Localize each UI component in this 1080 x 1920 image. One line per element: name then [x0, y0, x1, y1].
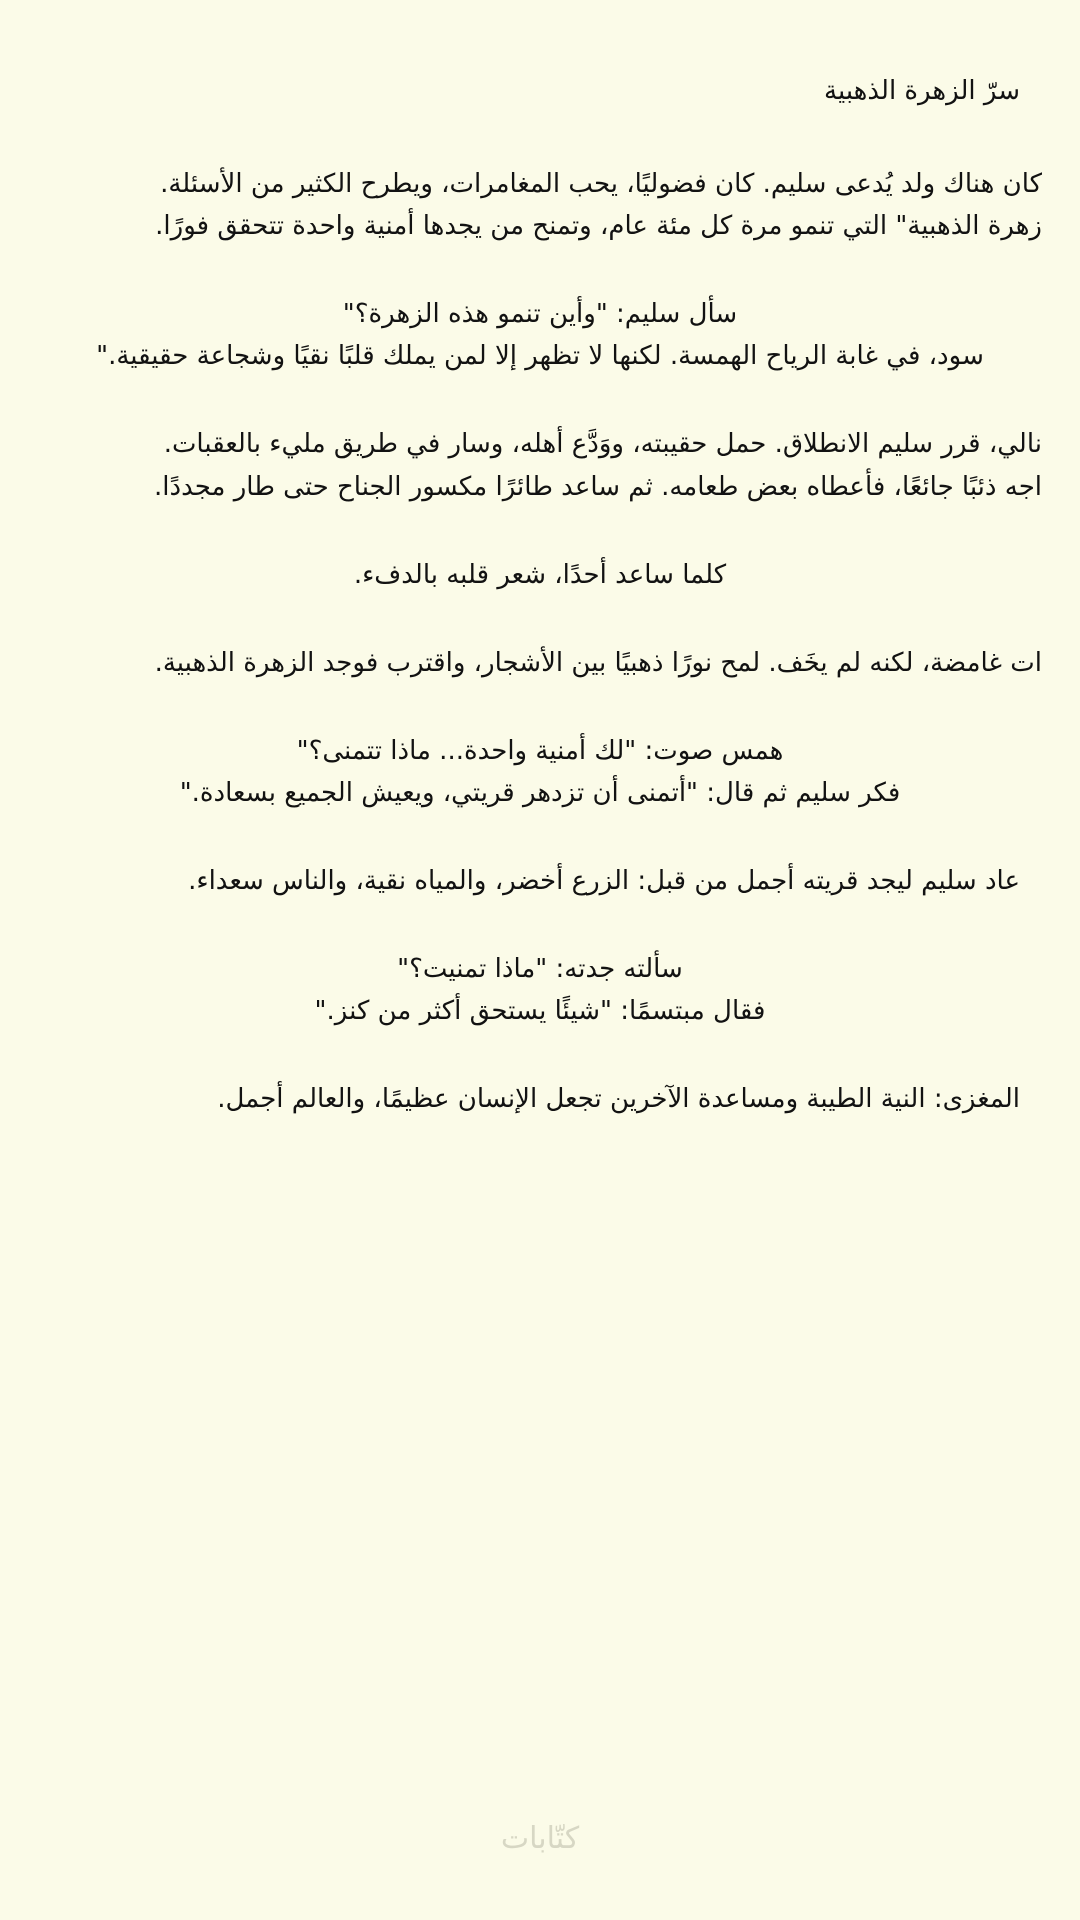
paragraph-line: سأل سليم: "وأين تنمو هذه الزهرة؟": [342, 299, 738, 330]
paragraph-grandmother: [60, 948, 1020, 1032]
paragraph-line: همس صوت: "لك أمنية واحدة... ماذا تتمنى؟": [296, 735, 784, 766]
page-title: سرّ الزهرة الذهبية: [824, 76, 1020, 106]
paragraph-line: اجه ذئبًا جائعًا، فأعطاه بعض طعامه. ثم ساعد طائرًا مكسور الجناح حتى طار مجددًا.: [154, 471, 1042, 502]
paragraph-warmth: [60, 554, 1020, 596]
watermark: كتّابات: [500, 1821, 580, 1856]
paragraph-wish: [60, 730, 1020, 814]
paragraph-moral: [60, 1078, 1020, 1120]
paragraph-line: ات غامضة، لكنه لم يخَف. لمح نورًا ذهبيًا بين الأشجار، واقترب فوجد الزهرة الذهبية.: [154, 647, 1042, 678]
paragraph-line: نالي، قرر سليم الانطلاق. حمل حقيبته، ووَدَّع أهله، وسار في طريق مليء بالعقبات.: [163, 429, 1042, 460]
paragraph-line: كلما ساعد أحدًا، شعر قلبه بالدفء.: [353, 559, 727, 590]
paragraph-intro: [60, 163, 1042, 247]
paragraph-line: عاد سليم ليجد قريته أجمل من قبل: الزرع أخضر، والمياه نقية، والناس سعداء.: [188, 866, 1020, 897]
paragraph-line: سود، في غابة الرياح الهمسة. لكنها لا تظهر إلا لمن يملك قلبًا نقيًا وشجاعة حقيقية.": [96, 341, 984, 372]
paragraph-journey: [60, 423, 1042, 507]
paragraph-question: [60, 293, 1020, 377]
paragraph-line: فقال مبتسمًا: "شيئًا يستحق أكثر من كنز.": [314, 996, 766, 1027]
paragraph-line: سألته جدته: "ماذا تمنيت؟": [397, 954, 683, 985]
paragraph-finding: [60, 642, 1042, 684]
paragraph-line: المغزى: النية الطيبة ومساعدة الآخرين تجعل الإنسان عظيمًا، والعالم أجمل.: [217, 1084, 1020, 1115]
paragraph-return: [60, 860, 1020, 902]
paragraph-line: كان هناك ولد يُدعى سليم. كان فضوليًا، يحب المغامرات، ويطرح الكثير من الأسئلة.: [160, 169, 1042, 199]
paragraph-line: فكر سليم ثم قال: "أتمنى أن تزدهر قريتي، ويعيش الجميع بسعادة.": [179, 777, 901, 808]
paragraph-line: زهرة الذهبية" التي تنمو مرة كل مئة عام، وتمنح من يجدها أمنية واحدة تتحقق فورًا.: [155, 211, 1042, 242]
